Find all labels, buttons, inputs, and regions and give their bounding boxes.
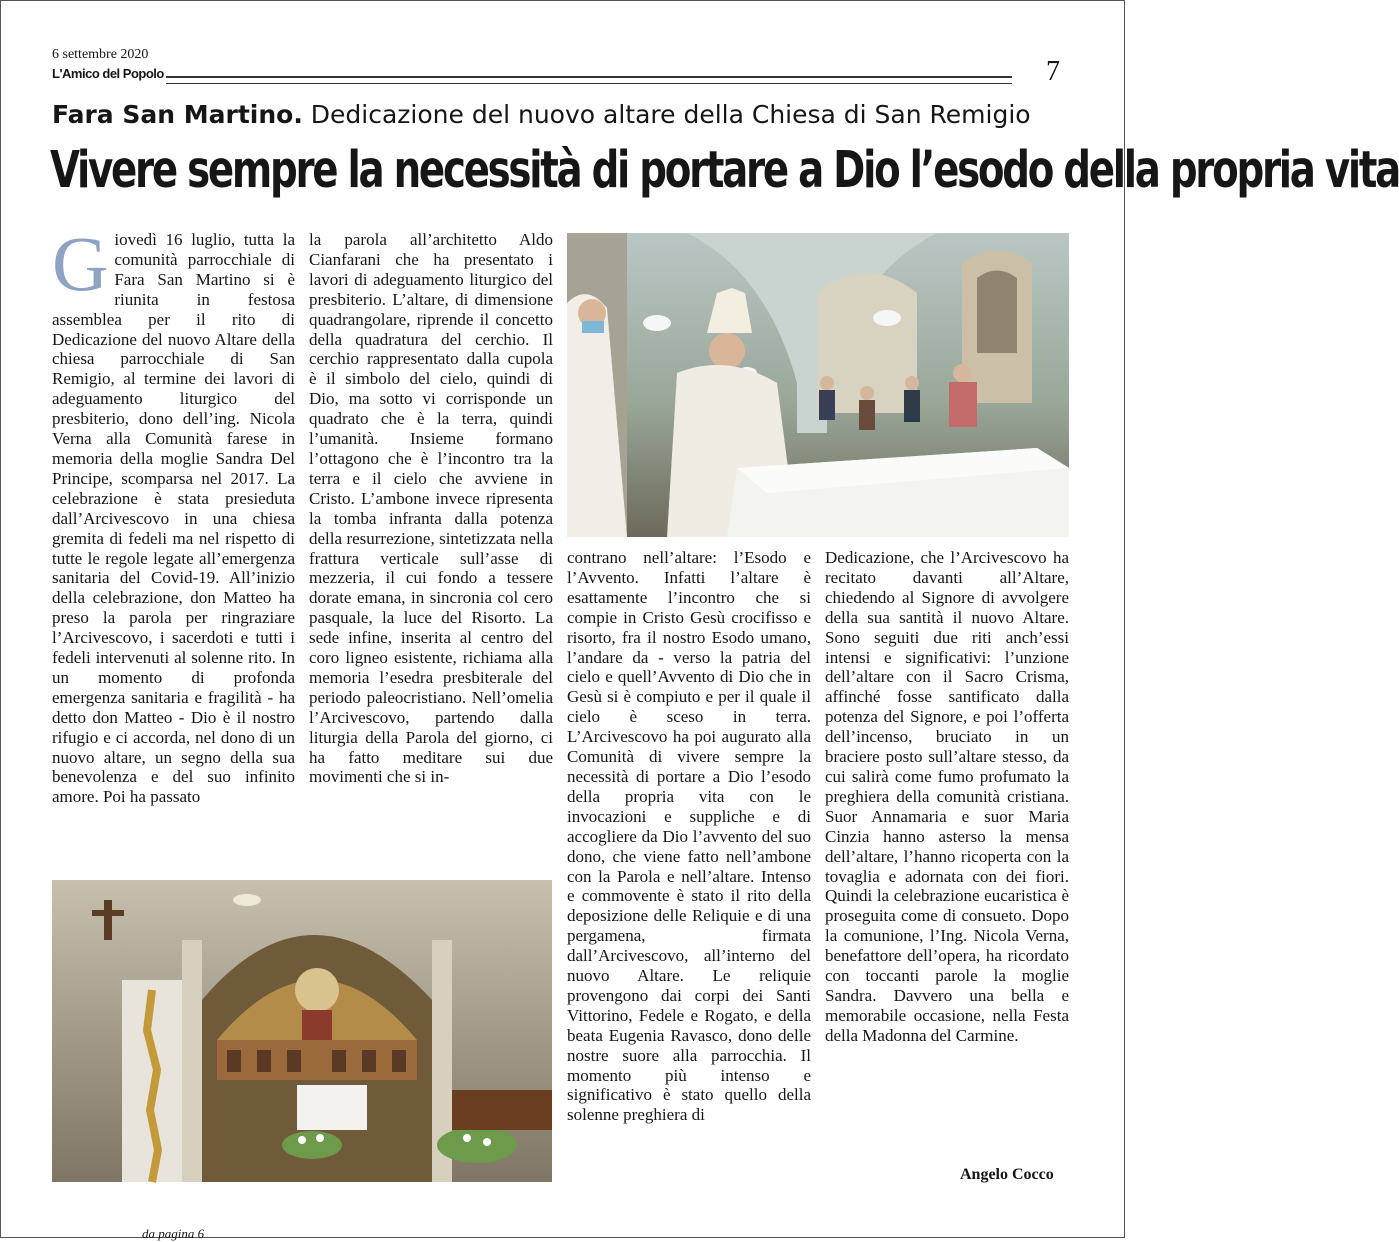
header-rule xyxy=(166,76,1012,84)
article-column-1 xyxy=(52,220,295,807)
column-3-text: contrano nell’altare: l’Esodo e l’Avvento. Infatti l’altare è esattamente l’incontro che si compie in Cristo Gesù crocifisso e risorto, fra il nostro Esodo umano, l’andare da - verso la patria del cielo e quell’Avvento di Dio che in Gesù si è compiuto e per il quale il cielo è sceso in terra. L’Arcivescovo ha poi augurato alla Comunità di vivere sempre la necessità di portare a Dio l’esodo della propria vita con le invocazioni e suppliche e di accogliere da Dio l’avvento del suo dono, che viene fatto nell’ambone con la Parola e nell’altare. Intenso e commovente è stato il rito della deposizione delle Reliquie e di una pergamena, firmata dall’Arcivescovo, all’interno del nuovo Altare. Le reliquie provengono dai corpi dei Santi Vittorino, Fedele e Rogato, e della beata Eugenia Ravasco, dono delle nostre suore alla parrocchia. Il momento più intenso e significativo è stato quello della solenne preghiera di xyxy=(567,548,811,1125)
masthead: L'Amico del Popolo xyxy=(52,66,164,81)
photo-altar-dedication xyxy=(567,233,1069,537)
kicker xyxy=(52,100,1031,129)
continued-from-note: da pagina 6 xyxy=(142,1226,205,1241)
headline: Vivere sempre la necessità di portare a Dio l’esodo della propria vita xyxy=(50,141,1399,200)
photo-apse-mosaic xyxy=(52,880,552,1182)
article-column-4 xyxy=(825,548,1069,1046)
column-2-text: la parola all’architetto Aldo Cianfarani che ha presentato i lavori di adeguamento liturgico del presbiterio. L’altare, di dimensione quadrangolare, riprende il concetto della quadratura del cerchio. Il cerchio rappresentato dalla cupola è il simbolo del cielo, quindi di Dio, ma sotto vi corrisponde un quadrato che è la terra, quindi l’umanità. Insieme formano l’ottagono che è l’incontro tra la terra e il cielo che avviene in Cristo. L’ambone invece ripresenta la tomba infranta dalla potenza della resurrezione, sintetizzata nella frattura verticale sull’asse di mezzeria, il cui fondo a tessere dorate emana, in sincronia col cero pasquale, la luce del Risorto. La sede infine, inserita al centro del coro ligneo esistente, richiama alla memoria l’esedra presbiterale del periodo paleocristiano. Nell’omelia l’Arcivescovo, partendo dalla liturgia della Parola del giorno, ci ha fatto meditare sui due movimenti che si in- xyxy=(309,230,553,787)
drop-cap: G xyxy=(52,220,109,307)
column-1-text: iovedì 16 luglio, tutta la comunità parrocchiale di Fara San Martino si è riunita in festosa assemblea per il rito di Dedicazione del nuovo Altare della chiesa parrocchiale di San Remigio, al termine dei lavori di adeguamento liturgico del presbiterio, dono dell’ing. Nicola Verna alla Comunità farese in memoria della moglie Sandra Del Principe, scomparsa nel 2017. La celebrazione è stata presieduta dall’Arcivescovo in una chiesa gremita di fedeli ma nel rispetto di tutte le regole legate all’emergenza sanitaria del Covid-19. All’inizio della celebrazione, don Matteo ha preso la parola per ringraziare l’Arcivescovo, i sacerdoti e tutti i fedeli intervenuti al solenne rito. In un momento di profonda emergenza sanitaria e fragilità - ha detto don Matteo - Dio è il nostro rifugio e ci accorda, nel dono di un nuovo altare, un segno della sua benevolenza e del suo infinito amore. Poi ha passato xyxy=(52,230,295,807)
kicker-text: Dedicazione del nuovo altare della Chiesa di San Remigio xyxy=(310,100,1031,129)
issue-date: 6 settembre 2020 xyxy=(52,47,149,62)
byline: Angelo Cocco xyxy=(960,1166,1054,1183)
column-4-text: Dedicazione, che l’Arcivescovo ha recitato davanti all’Altare, chiedendo al Signore di avvolgere della sua santità il nuovo Altare. Sono seguiti due riti anch’essi intensi e significativi: l’unzione dell’altare con il Sacro Crisma, affinché fosse santificato dalla potenza del Signore, e poi l’offerta dell’incenso, bruciato in un braciere posto sull’altare stesso, da cui salirà come fumo profumato la preghiera della comunità cristiana. Suor Annamaria e suor Maria Cinzia hanno asterso la mensa dell’altare, l’hanno ricoperta con la tovaglia e adornata con dei fiori. Quindi la celebrazione eucaristica è proseguita come di consueto. Dopo la comunione, l’Ing. Nicola Verna, benefattore dell’opera, ha ricordato con toccanti parole la moglie Sandra. Davvero una bella e memorabile occasione, nella Festa della Madonna del Carmine. xyxy=(825,548,1069,1045)
article-column-2 xyxy=(309,230,553,787)
kicker-place: Fara San Martino. xyxy=(52,100,303,129)
page-number: 7 xyxy=(1046,56,1060,87)
article-column-3 xyxy=(567,548,811,1125)
